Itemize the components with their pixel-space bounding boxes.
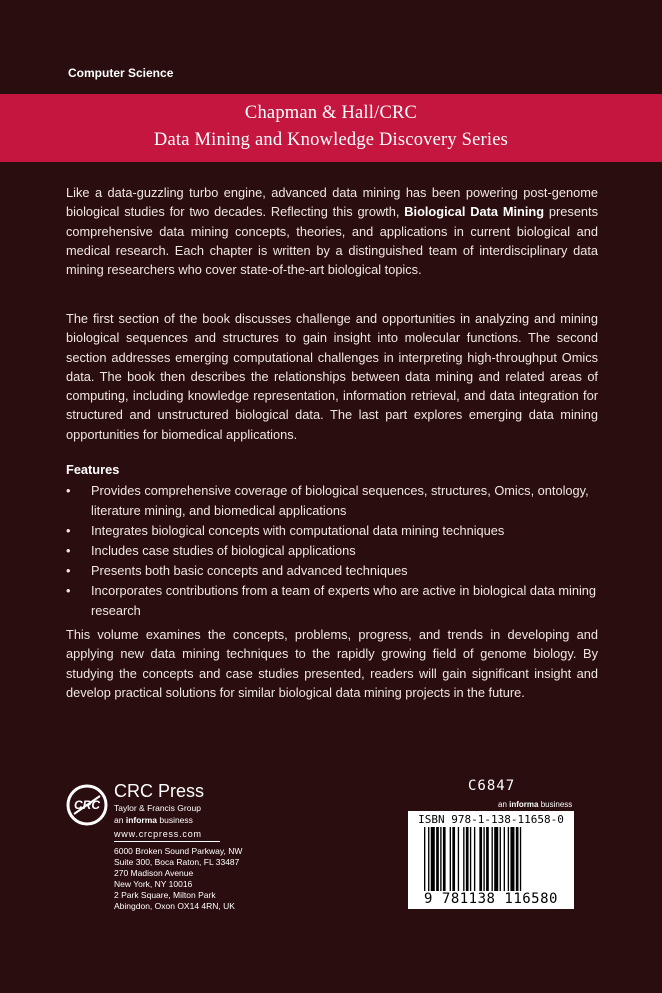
- barcode-bar: [428, 827, 429, 891]
- publisher-group: Taylor & Francis Group: [114, 803, 201, 813]
- intro-text-start: Like a data-guzzling turbo engine, advanced data mining has been powering post-genome biological studies for two decades. Reflecting this growth,: [66, 185, 598, 220]
- address-line: 2 Park Square, Milton Park: [114, 890, 216, 900]
- barcode-bar: [443, 827, 446, 891]
- barcode-bar: [463, 827, 464, 891]
- informa-suffix: business: [157, 815, 193, 825]
- barcode-panel: [408, 811, 574, 909]
- barcode-bar: [494, 827, 498, 891]
- bullet-icon: •: [66, 543, 71, 558]
- catalog-code: C6847: [468, 778, 516, 794]
- address-line: Suite 300, Boca Raton, FL 33487: [114, 856, 240, 867]
- barcode-bar: [510, 827, 514, 891]
- bullet-icon: •: [66, 483, 71, 498]
- address-line: New York, NY 10016: [114, 878, 193, 889]
- barcode-bar: [436, 827, 439, 891]
- logo-lettering: CRC: [74, 798, 100, 812]
- feature-item: [66, 521, 606, 541]
- barcode-bar: [450, 827, 451, 891]
- barcode-bar: [474, 827, 475, 891]
- barcode-bar: [508, 827, 509, 891]
- isbn-label: ISBN 978-1-138-11658-0: [418, 813, 564, 826]
- barcode-bar: [479, 827, 482, 891]
- address-new-york: [114, 868, 193, 889]
- barcode-number: 9 781138 116580: [424, 891, 558, 907]
- feature-text: Integrates biological concepts with computational data mining techniques: [91, 523, 505, 538]
- feature-item: [66, 481, 606, 521]
- feature-item: [66, 561, 606, 581]
- series-banner: [0, 94, 662, 162]
- series-title-line: Data Mining and Knowledge Discovery Series: [153, 130, 509, 150]
- address-uk: [114, 890, 235, 911]
- subject-category: Computer Science: [68, 66, 174, 80]
- barcode-bar: [466, 827, 469, 891]
- bullet-icon: •: [66, 563, 71, 578]
- feature-item: [66, 541, 606, 561]
- barcode-bar: [458, 827, 459, 891]
- barcode-bar: [483, 827, 484, 891]
- closing-paragraph: This volume examines the concepts, problems, progress, and trends in developing and applying new data mining techniques to the rapidly growing field of genome biology. By studying the concepts and case studies presented, readers will gain significant insight and develop practical solutions for similar biological data mining projects in the future.: [66, 627, 598, 700]
- barcode-bar: [504, 827, 505, 891]
- informa-prefix: an: [498, 800, 510, 809]
- address-line: Abingdon, Oxon OX14 4RN, UK: [114, 900, 235, 911]
- publisher-url: www.crcpress.com: [114, 829, 202, 839]
- feature-item: [66, 581, 606, 621]
- address-line: 6000 Broken Sound Parkway, NW: [114, 846, 243, 856]
- barcode-bar: [486, 827, 489, 891]
- book-title-bold: Biological Data Mining: [404, 204, 545, 220]
- bullet-icon: •: [66, 523, 71, 538]
- feature-text: Presents both basic concepts and advanced techniques: [91, 563, 408, 578]
- intro-text-end: presents comprehensive data mining concepts, theories, and applications in current biological and medical research. Each chapter is written by a distinguished team of interdisciplinary data mining researchers who cover state-of-the-art biological topics.: [66, 204, 599, 278]
- bullet-icon: •: [66, 583, 71, 598]
- crc-press-logo-icon: [66, 784, 108, 826]
- series-publisher-line: Chapman & Hall/CRC: [244, 103, 418, 123]
- features-list: [66, 481, 606, 621]
- publisher-informa-tagline: [114, 815, 193, 825]
- barcode-bar: [516, 827, 519, 891]
- barcode-bar: [520, 827, 521, 891]
- barcode-bar: [452, 827, 455, 891]
- features-heading: Features: [66, 462, 120, 477]
- barcode-bar: [492, 827, 493, 891]
- informa-business-tagline: [498, 800, 572, 809]
- address-line: 270 Madison Avenue: [114, 868, 194, 878]
- feature-text: Incorporates contributions from a team of experts who are active in biological data mining research: [91, 583, 597, 618]
- barcode-bar: [470, 827, 471, 891]
- barcode-bar: [500, 827, 501, 891]
- address-florida: [114, 846, 242, 867]
- sections-paragraph: The first section of the book discusses challenge and opportunities in analyzing and mining biological sequences and structures to gain insight into molecular functions. The second section addresses emerging computational challenges in interpreting high-throughput Omics data. The book then describes the relationships between data mining and related areas of computing, including knowledge representation, information retrieval, and data integration for structured and unstructured biological data. The last part explores emerging data mining opportunities for biomedical applications.: [66, 311, 598, 442]
- feature-text: Provides comprehensive coverage of biological sequences, structures, Omics, ontology, literature mining, and biomedical applications: [91, 483, 589, 518]
- feature-text: Includes case studies of biological applications: [91, 543, 356, 558]
- informa-prefix: an: [114, 815, 126, 825]
- publisher-divider: [114, 841, 220, 842]
- informa-suffix: business: [538, 800, 573, 809]
- informa-bold: informa: [125, 815, 157, 825]
- barcode-bar: [424, 827, 425, 891]
- intro-paragraph: [66, 183, 598, 279]
- barcode-icon: [422, 827, 562, 891]
- barcode-bar: [440, 827, 441, 891]
- barcode-bar: [431, 827, 435, 891]
- publisher-name: CRC Press: [114, 781, 205, 801]
- informa-bold: informa: [509, 800, 539, 809]
